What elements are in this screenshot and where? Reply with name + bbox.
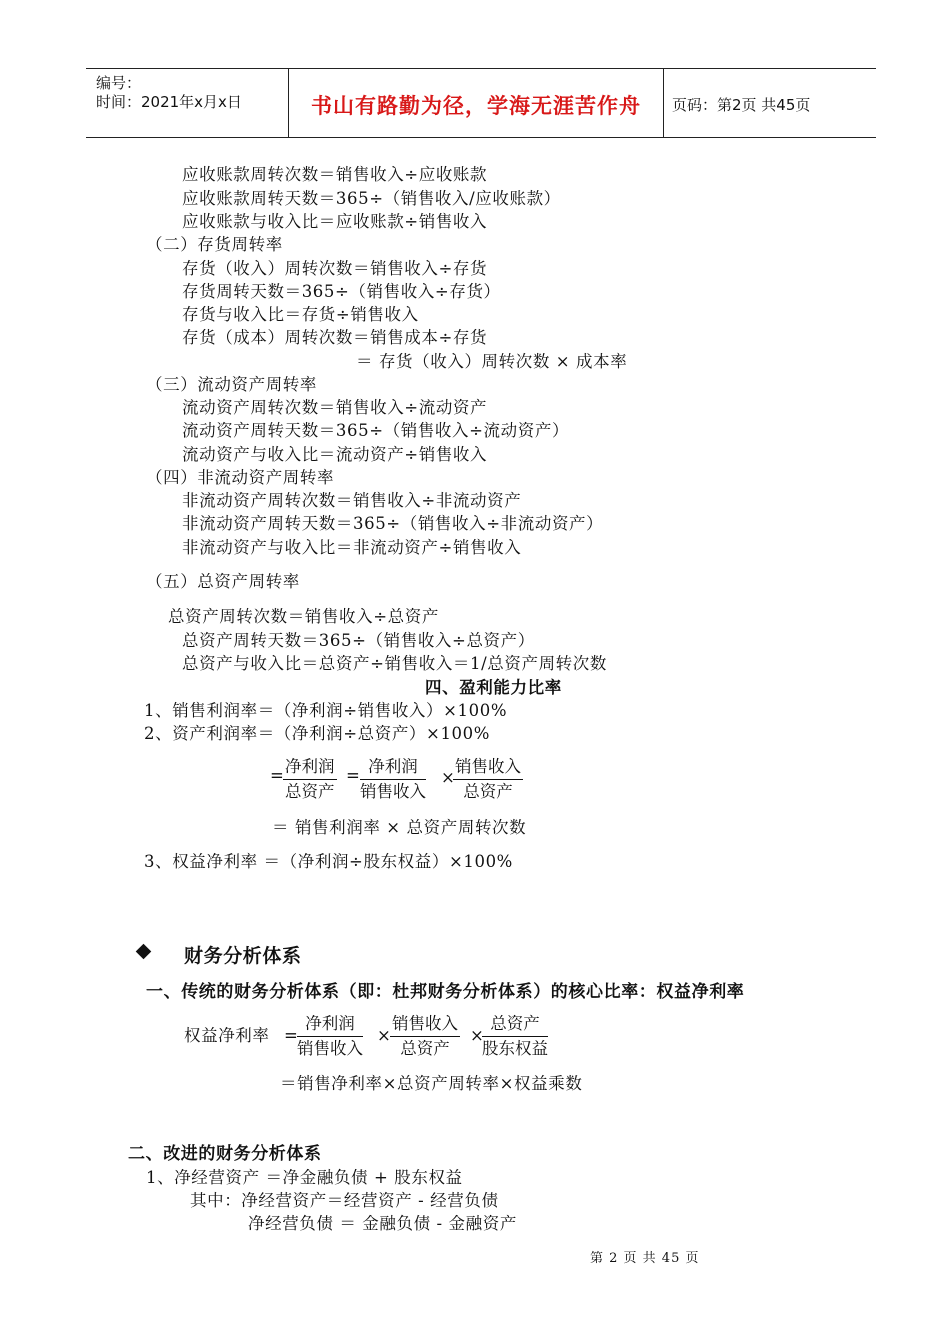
text-line: 总资产周转次数＝销售收入÷总资产 — [168, 607, 439, 626]
text-line: 流动资产周转天数＝365÷（销售收入÷流动资产） — [182, 421, 570, 440]
number-label: 编号： — [96, 74, 142, 92]
numerator: 净利润 — [297, 1014, 363, 1037]
numerator: 销售收入 — [453, 757, 523, 780]
diamond-bullet-icon — [136, 944, 152, 960]
page-header — [86, 68, 876, 138]
text-line: 总资产周转天数＝365÷（销售收入÷总资产） — [182, 631, 535, 650]
text-line: 1、销售利润率＝（净利润÷销售收入）×100% — [144, 701, 508, 720]
text-line: 流动资产周转次数＝销售收入÷流动资产 — [182, 398, 488, 417]
text-line: 非流动资产周转次数＝销售收入÷非流动资产 — [182, 491, 522, 510]
text-line: 其中：净经营资产＝经营资产 - 经营负债 — [190, 1191, 499, 1210]
equals-sign: = — [284, 1026, 298, 1045]
text-line: 应收账款与收入比＝应收账款÷销售收入 — [182, 212, 488, 231]
header-meta — [86, 69, 288, 137]
text-line: 1、净经营资产 ＝净金融负债 + 股东权益 — [146, 1168, 463, 1187]
roe-label: 权益净利率 — [184, 1026, 270, 1045]
denominator: 销售收入 — [297, 1039, 363, 1058]
denominator: 总资产 — [285, 782, 335, 801]
numerator: 净利润 — [360, 757, 426, 780]
page-footer: 第 2 页 共 45 页 — [590, 1251, 700, 1266]
motto: 书山有路勤为径，学海无涯苦作舟 — [311, 94, 641, 118]
equals-sign: = — [346, 766, 360, 785]
text-line: 总资产与收入比＝总资产÷销售收入＝1/总资产周转次数 — [182, 654, 607, 673]
text-line: 存货（成本）周转次数＝销售成本÷存货 — [182, 328, 488, 347]
times-sign: × — [441, 768, 455, 787]
subsection-title: 一、传统的财务分析体系（即：杜邦财务分析体系）的核心比率：权益净利率 — [146, 982, 745, 1002]
text-line: ＝ 存货（收入）周转次数 × 成本率 — [356, 352, 628, 371]
times-sign: × — [470, 1026, 484, 1045]
text-line: ＝ 销售利润率 × 总资产周转次数 — [272, 818, 527, 837]
subsection-title: 二、改进的财务分析体系 — [128, 1144, 322, 1164]
fraction-net-profit-sales — [297, 1014, 363, 1059]
text-line: 存货与收入比＝存货÷销售收入 — [182, 305, 419, 324]
equals-sign: = — [270, 766, 284, 785]
text-line: 存货（收入）周转次数＝销售收入÷存货 — [182, 259, 488, 278]
text-line: 净经营负债 ＝ 金融负债 - 金融资产 — [248, 1214, 517, 1233]
time-label: 时间：2021年x月x日 — [96, 93, 242, 111]
times-sign: × — [377, 1026, 391, 1045]
fraction-sales-total-assets — [390, 1014, 460, 1059]
denominator: 销售收入 — [360, 782, 426, 801]
section-title: 财务分析体系 — [184, 945, 302, 967]
section-heading: （四）非流动资产周转率 — [146, 468, 335, 487]
text-line: 应收账款周转次数＝销售收入÷应收账款 — [182, 165, 488, 184]
page-code: 页码：第2页 共45页 — [672, 96, 811, 114]
section-heading: （三）流动资产周转率 — [146, 375, 317, 394]
numerator: 净利润 — [283, 757, 337, 780]
text-line: 存货周转天数＝365÷（销售收入÷存货） — [182, 282, 501, 301]
text-line: 应收账款周转天数＝365÷（销售收入/应收账款） — [182, 189, 561, 208]
denominator: 总资产 — [463, 782, 513, 801]
denominator: 总资产 — [400, 1039, 450, 1058]
text-line: 2、资产利润率＝（净利润÷总资产）×100% — [144, 724, 491, 743]
text-line: ＝销售净利率×总资产周转率×权益乘数 — [280, 1074, 583, 1093]
section-heading: （五）总资产周转率 — [146, 572, 300, 591]
numerator: 总资产 — [482, 1014, 548, 1037]
section-heading: （二）存货周转率 — [146, 235, 283, 254]
fraction-net-profit-total-assets — [283, 757, 337, 802]
fraction-total-assets-equity — [482, 1014, 548, 1059]
denominator: 股东权益 — [482, 1039, 548, 1058]
text-line: 非流动资产周转天数＝365÷（销售收入÷非流动资产） — [182, 514, 604, 533]
text-line: 3、权益净利率 ＝（净利润÷股东权益）×100% — [144, 852, 513, 871]
fraction-net-profit-sales — [360, 757, 426, 802]
header-motto-cell — [288, 69, 664, 137]
header-page-cell — [664, 69, 876, 137]
fraction-sales-total-assets — [453, 757, 523, 802]
numerator: 销售收入 — [390, 1014, 460, 1037]
text-line: 流动资产与收入比＝流动资产÷销售收入 — [182, 445, 488, 464]
section-title: 四、盈利能力比率 — [425, 678, 562, 697]
text-line: 非流动资产与收入比＝非流动资产÷销售收入 — [182, 538, 522, 557]
